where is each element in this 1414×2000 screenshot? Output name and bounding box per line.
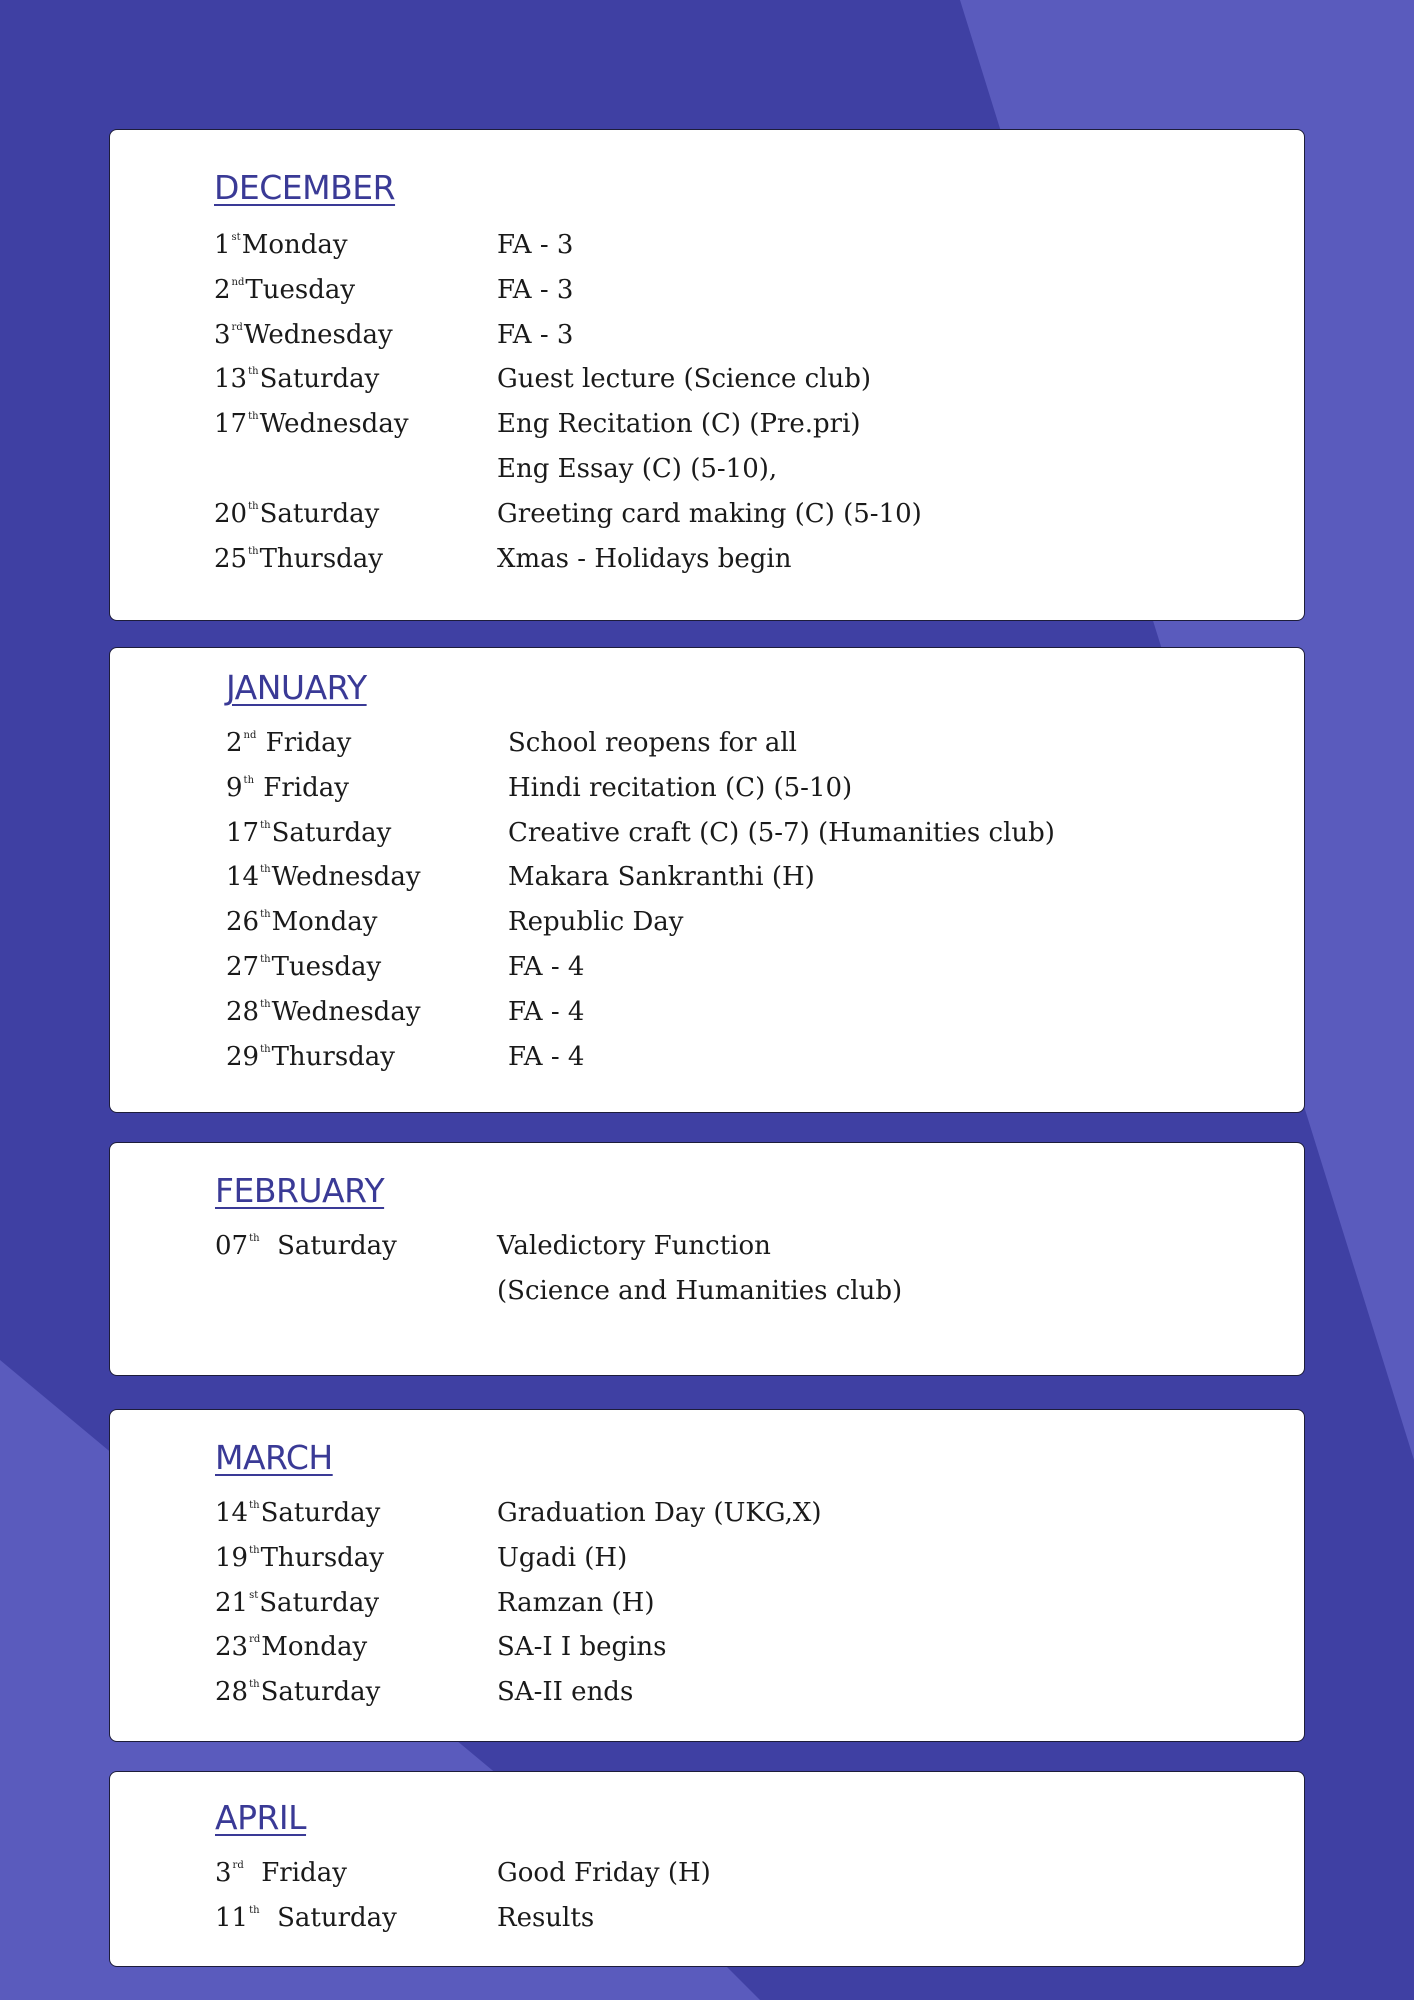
event-date: 25thThursday (214, 543, 383, 574)
event-name: FA - 4 (508, 951, 585, 982)
month-card-march (109, 1409, 1305, 1742)
event-name: Greeting card making (C) (5-10) (497, 498, 922, 529)
event-date: 3rdWednesday (214, 319, 393, 350)
event-date: 14thSaturday (215, 1498, 381, 1528)
event-date: 21stSaturday (215, 1587, 380, 1618)
event-name: School reopens for all (508, 728, 797, 758)
month-heading: DECEMBER (214, 168, 396, 207)
event-name: Eng Recitation (C) (Pre.pri) (497, 409, 861, 440)
event-name: Xmas - Holidays begin (497, 543, 792, 574)
event-name: FA - 4 (508, 996, 585, 1027)
event-name: FA - 3 (497, 230, 574, 260)
event-name: Hindi recitation (C) (5-10) (508, 772, 853, 803)
event-date: 11th Saturday (215, 1902, 397, 1933)
event-name: Eng Essay (C) (5-10), (497, 453, 778, 484)
event-date: 9th Friday (226, 772, 349, 803)
event-name: (Science and Humanities club) (497, 1275, 903, 1306)
event-name: SA-I I begins (497, 1632, 667, 1663)
event-date: 29thThursday (226, 1041, 395, 1072)
event-name: Guest lecture (Science club) (497, 364, 872, 395)
event-name: Valedictory Function (497, 1231, 771, 1261)
event-name: FA - 3 (497, 274, 574, 305)
event-date: 19thThursday (215, 1542, 384, 1573)
event-date: 14thWednesday (226, 862, 421, 893)
event-date: 3rd Friday (215, 1858, 347, 1888)
month-card-february (109, 1142, 1305, 1376)
event-date: 17thWednesday (214, 409, 409, 440)
event-name: Creative craft (C) (5-7) (Humanities club) (508, 817, 1055, 848)
event-name: FA - 3 (497, 319, 574, 350)
event-name: Good Friday (H) (497, 1858, 711, 1888)
event-date: 27thTuesday (226, 951, 382, 982)
event-date: 2ndTuesday (214, 274, 356, 305)
event-name: Ramzan (H) (497, 1587, 655, 1618)
event-name: Makara Sankranthi (H) (508, 862, 815, 893)
event-date: 07th Saturday (215, 1231, 397, 1261)
event-name: Republic Day (508, 907, 684, 938)
event-date: 1stMonday (214, 230, 348, 260)
event-name: Graduation Day (UKG,X) (497, 1498, 822, 1528)
event-name: Results (497, 1902, 595, 1933)
event-date: 23rdMonday (215, 1632, 368, 1663)
month-heading: APRIL (215, 1798, 307, 1837)
event-date: 17thSaturday (226, 817, 392, 848)
event-date: 13thSaturday (214, 364, 380, 395)
event-name: Ugadi (H) (497, 1542, 628, 1573)
event-date: 26thMonday (226, 907, 378, 938)
month-heading: JANUARY (226, 668, 367, 707)
event-date: 20thSaturday (214, 498, 380, 529)
event-name: FA - 4 (508, 1041, 585, 1072)
month-heading: MARCH (215, 1438, 333, 1477)
event-name: SA-II ends (497, 1677, 634, 1708)
event-date: 28thWednesday (226, 996, 421, 1027)
month-heading: FEBRUARY (215, 1171, 385, 1210)
event-date: 2nd Friday (226, 728, 352, 758)
event-date: 28thSaturday (215, 1677, 381, 1708)
month-card-april (109, 1771, 1305, 1967)
month-card-january (109, 647, 1305, 1113)
month-card-december (109, 129, 1305, 621)
